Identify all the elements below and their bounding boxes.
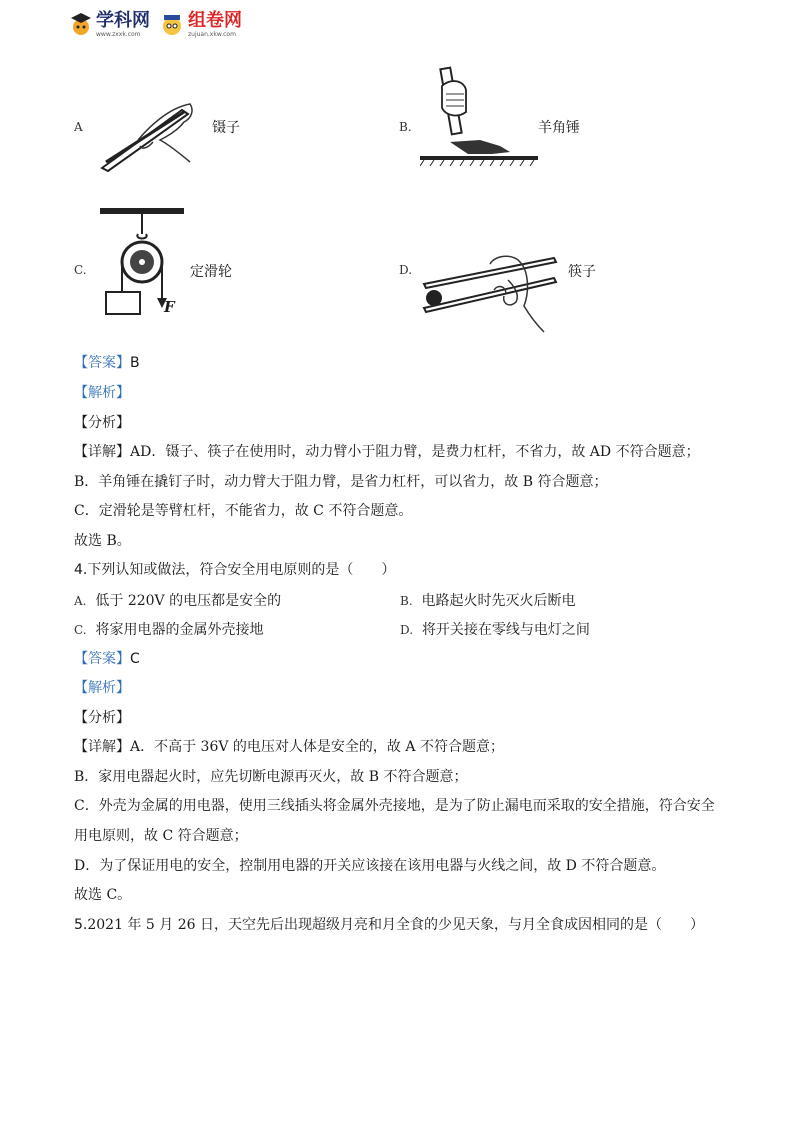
option-d-label: 筷子 xyxy=(568,264,596,280)
claw-hammer-icon xyxy=(420,64,538,168)
q3-detail-text-1: AD．镊子、筷子在使用时，动力臂小于阻力臂，是费力杠杆，不省力，故 AD 不符合题意； xyxy=(130,444,700,460)
q4-answer-value: C xyxy=(130,651,140,667)
q4-option-d-text: 将开关接在零线与电灯之间 xyxy=(421,622,590,638)
q4-option-d-letter: D. xyxy=(400,623,414,637)
zujuan-logo-url: zujuan.xkw.com xyxy=(188,31,236,38)
tweezers-icon xyxy=(98,100,198,172)
q4-option-b xyxy=(400,590,576,610)
q4-fenxi-tag: 【分析】 xyxy=(74,710,130,726)
q4-detail-line-5: D．为了保证用电的安全，控制用电器的开关应该接在该用电器与火线之间，故 D 不符合题意。 xyxy=(74,858,666,874)
q4-option-a xyxy=(74,590,281,610)
q4-analysis-tag: 【解析】 xyxy=(74,680,130,696)
q3-detail-line-3: C．定滑轮是等臂杠杆，不能省力，故 C 不符合题意。 xyxy=(74,503,413,519)
option-c-letter: C. xyxy=(74,263,87,277)
pulley-force-label: F xyxy=(164,298,175,316)
q5-number: 5. xyxy=(74,917,88,933)
q4-detail-line-4: 用电原则，故 C 符合题意； xyxy=(74,828,248,844)
q3-detail-line-1 xyxy=(74,441,700,461)
q4-option-a-letter: A. xyxy=(74,594,87,608)
q3-conclusion: 故选 B。 xyxy=(74,533,131,549)
chopsticks-icon xyxy=(420,250,560,336)
q4-fenxi-line xyxy=(74,707,130,727)
q3-detail-line-2: B．羊角锤在撬钉子时，动力臂大于阻力臂，是省力杠杆，可以省力，故 B 符合题意； xyxy=(74,474,608,490)
q4-stem: 下列认知或做法，符合安全用电原则的是（ ） xyxy=(87,562,396,578)
q4-conclusion: 故选 C。 xyxy=(74,887,132,903)
q4-detail-tag: 【详解】 xyxy=(74,739,130,755)
q4-analysis-line xyxy=(74,677,130,697)
zxxk-logo-text: 学科网 xyxy=(96,10,150,31)
q4-option-c xyxy=(74,619,263,639)
q4-option-b-letter: B. xyxy=(400,594,413,608)
zxxk-logo-url: www.zxxk.com xyxy=(96,31,141,38)
zxxk-logo[interactable] xyxy=(70,12,150,38)
q4-detail-line-2: B．家用电器起火时，应先切断电源再灭火，故 B 不符合题意； xyxy=(74,769,468,785)
option-b-label: 羊角锤 xyxy=(538,120,580,136)
q3-fenxi-line xyxy=(74,412,130,432)
zxxk-logo-icon xyxy=(70,12,92,38)
option-c-label: 定滑轮 xyxy=(190,264,232,280)
q4-stem-line xyxy=(74,559,395,579)
fixed-pulley-icon xyxy=(100,206,190,320)
q4-option-c-text: 将家用电器的金属外壳接地 xyxy=(95,622,264,638)
q3-answer-line xyxy=(74,352,140,372)
q3-fenxi-tag: 【分析】 xyxy=(74,415,130,431)
q5-stem: 2021 年 5 月 26 日，天空先后出现超级月亮和月全食的少见天象，与月全食成因相同的是（ ） xyxy=(87,917,704,933)
q4-option-b-text: 电路起火时先灭火后断电 xyxy=(421,593,576,609)
q4-number: 4. xyxy=(74,562,88,578)
q4-detail-text-1: A．不高于 36V 的电压对人体是安全的，故 A 不符合题意； xyxy=(130,739,504,755)
q3-analysis-tag: 【解析】 xyxy=(74,385,130,401)
q4-answer-line xyxy=(74,648,140,668)
q4-detail-line-3: C．外壳为金属的用电器，使用三线插头将金属外壳接地，是为了防止漏电而采取的安全措施，符合安全 xyxy=(74,798,715,814)
q4-option-a-text: 低于 220V 的电压都是安全的 xyxy=(95,593,282,609)
q4-detail-line-1 xyxy=(74,736,504,756)
q3-answer-value: B xyxy=(130,355,140,371)
q4-option-d xyxy=(400,619,590,639)
option-a-label: 镊子 xyxy=(212,120,240,136)
option-b-letter: B. xyxy=(399,120,412,134)
q3-detail-tag: 【详解】 xyxy=(74,444,130,460)
q4-answer-tag: 【答案】 xyxy=(74,651,130,667)
q5-stem-line xyxy=(74,914,704,934)
q4-option-c-letter: C. xyxy=(74,623,87,637)
q3-answer-tag: 【答案】 xyxy=(74,355,130,371)
option-a-letter: A xyxy=(74,120,83,134)
zujuan-logo[interactable] xyxy=(160,12,242,38)
header-logos xyxy=(70,12,242,38)
option-d-letter: D. xyxy=(399,263,413,277)
zujuan-logo-icon xyxy=(160,12,184,38)
q3-analysis-line xyxy=(74,382,130,402)
zujuan-logo-text: 组卷网 xyxy=(188,10,242,31)
